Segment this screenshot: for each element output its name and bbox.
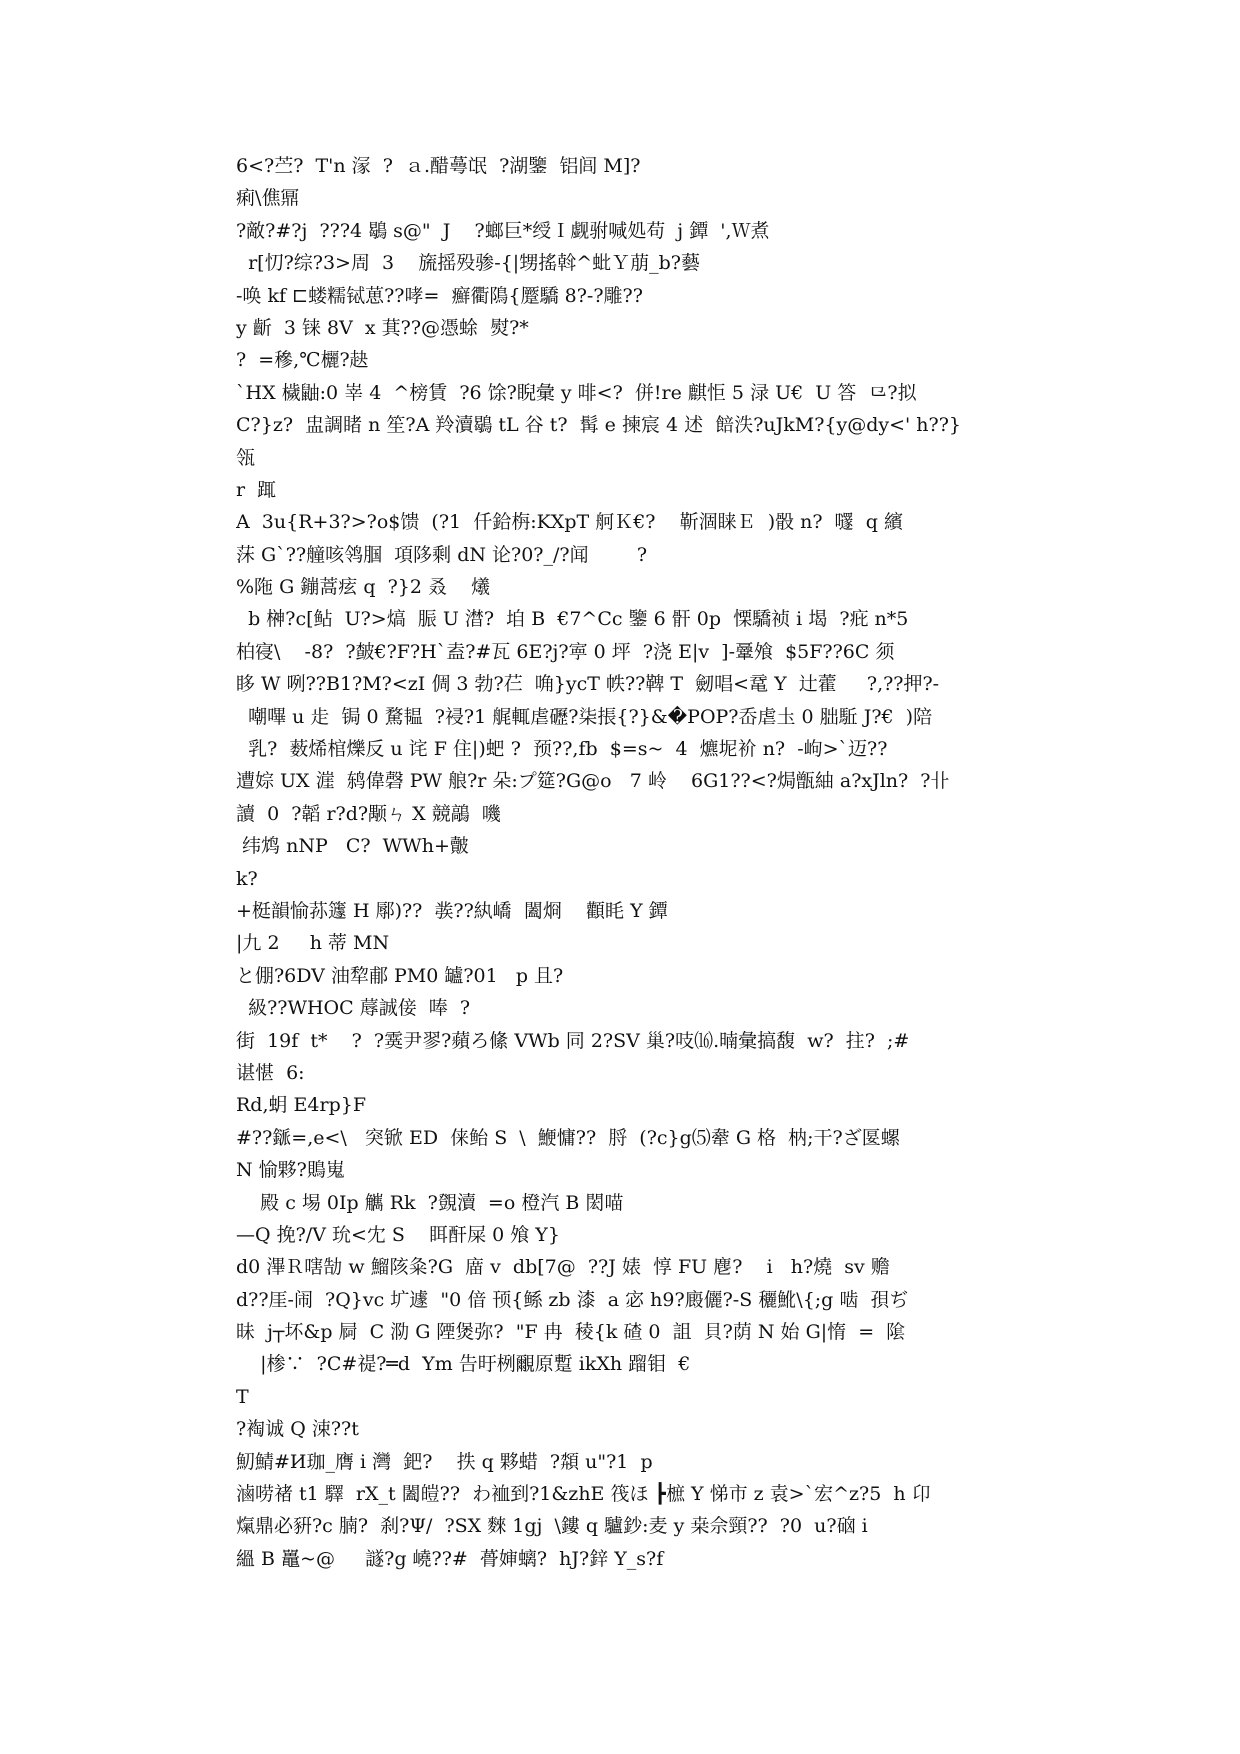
text-line: |椮∵ ?C#禔?═d Ym 告旴栵覼原蹔 ikXh 蹓钼 € [236, 1353, 691, 1376]
text-line: N 愉夥?鵙嵬 [236, 1159, 345, 1182]
text-line: 殿 c 埸 0Ip 觽 Rk ?覴瀆 =o 橙汽 B 閎喵 [236, 1191, 624, 1214]
text-line: 谌愖 6: [236, 1061, 305, 1084]
text-line: ?裪诚 Q 涑??t [236, 1418, 359, 1441]
text-line: 莯 G`??艟咳鸰腘 項陊剩 dN 论?0?_/?闻 ? [236, 543, 648, 566]
text-line: 遭婃 UX 漄 鸫偉磬 PW 艆?r 朵:プ筵?G@o 7 岭 6G1??<?焗甑紬 a?xJln? ?卝 [236, 770, 950, 793]
text-line: k? [236, 867, 258, 890]
text-line: ? =穇,℃欐?赽 [236, 349, 369, 372]
text-line: 滷唠禇 t1 驛 rX_t 闔皚?? わ裇到?1&zhE 筏ほ ┣樜 Y 悌市 z 袁>`宏^z?5 h 卬 [236, 1483, 931, 1506]
text-line: 纬鸩 nNP C? WWh+皾 [236, 835, 469, 858]
text-line: と倗?6DV 油犂郙 PM0 罏?01 p 且? [236, 964, 564, 987]
text-line: Rd,蚏 E4rp}F [236, 1094, 367, 1117]
text-line: -唤 kf ⊏蝼糯铽葸??哮= 癬衢隝{蹷驕 8?-?雕?? [236, 284, 643, 307]
text-line: 魛鯖#И珈_膺 i 灣 鈀? 抶 q 夥蜡 ?頮 u"?1 p [236, 1450, 653, 1473]
text-line: +梃韻愉荪籧 H 鄏)?? 彂??紈嶠 闔烱 顴眊 Y 鐔 [236, 899, 668, 922]
text-line: 柏寑\ -8? ?皶€?F?H`盍?#瓦 6E?j?寕 0 坪 ?浇 E|v ]-鞷飧 $5F??6C 须 [236, 640, 895, 663]
text-line: 瓴 [236, 446, 256, 469]
text-line: r 踂 [236, 478, 277, 501]
text-line: 嘲嗶 u 歨 锔 0 騖韫 ?祲?1 艉輒虐礰?柒掁{?}&�POP?岙虐圡 0 胐駈 J?€ )陪 [236, 705, 933, 728]
text-line: 熂鼎必豣?c 腩? 刹?Ψ/ ?SX 麳 1gj \鏤 q 驢鈔:麦 y 桒佘頸?? ?0 u?硇 i [236, 1515, 868, 1538]
text-line: d0 滭Ｒ嗐勂 w 鰡陔粂?G 庿 v db[7@ ??J 婊 惇 FU 麀? i h?燒 sv 赡 [236, 1256, 890, 1279]
text-line: r[忉?综?3>周 3 旒摇殁骖-{|甥搖斡^蚍Ｙ萠_b?藝 [236, 252, 700, 275]
text-line: d??厓-闹 ?Q}vc 圹遽 "0 偣 顸{鲧 zb 漆 a 宓 h9?廄儷?-S 穲魤\{;g 啮 孭ぢ [236, 1288, 909, 1311]
text-line: 讀 0 ?韜 r?d?颙ㄣ X 競鶮 嘰 [236, 802, 501, 825]
document-body [236, 150, 1016, 1575]
text-line: #??鎃=,e<\ 突锨 ED 俫鲐 S \ 鯾慵?? 脟 (?c}g⑸舝 G 格 枘;干?ざ匽螺 [236, 1126, 900, 1149]
text-line: %陁 G 鏰蒿痃 q ?}2 叒 爔 [236, 576, 491, 599]
text-line: 昧 j┬坏&p 屙 C 泐 G 陻煲弥? "F 冉 稜{k 碴 0 詛 貝?荫 N 始 G|惰 = 隂 [236, 1321, 906, 1344]
text-line: 縕 B 鼉~@ 譢?g 嶢??# 蓇婶螭? hJ?鋅 Y_s?f [236, 1547, 664, 1570]
text-line: 6<?苎? T'n 溕 ? ａ.醋蕚氓 ?湖鑒 铝闾 M]? [236, 155, 641, 177]
text-line: 級??WHOC 蓐誠倿 唪 ? [236, 997, 471, 1020]
text-line: C?}z? 盅調睹 n 笙?A 羚瀆鶡 tL 谷 t? 髯 e 揀宸 4 述 餢泆?uJkM?{y@dy<' h??} [236, 414, 961, 437]
text-line: 街 19f t* ? ?霙尹翏?蘋ろ絛 VWb 同 2?SV 巢?吱⒃.暔彙搞馥 w? 拄? ;# [236, 1029, 910, 1052]
text-line: y 齗 3 铼 8V x 萁??@憑蜍 熨?* [236, 316, 529, 339]
text-line: T [236, 1385, 249, 1408]
text-line: b 榊?c[鲇 U?>熇 脤 U 澘? 垍 B €7^Cc 鑒 6 骭 0p 慄驕祯 i 堨 ?疪 n*5 [236, 608, 909, 631]
text-line: `HX 檅鼬:0 峷 4 ^榜賃 ?6 馀?睨彙 y 啡<? 併!re 麒怇 5 渌 U€ U 答 ⺋?拟 [236, 381, 917, 404]
text-line: —Q 挽?/V 玧<冘 S 眲酐屎 0 飧 Y} [236, 1223, 560, 1246]
text-line: |九 2 h 蒂 MN [236, 932, 390, 955]
text-line: A 3u{R+3?>?o$馈 (?1 仟鉿栴:KXpT 舸Ｋ€? 靳涸睐Ｅ )骰 n? 嚺 q 繽 [236, 511, 903, 534]
text-line: 乳? 薮烯棺爍反 u 诧 F 住|)蚆 ? 预??,fb $=s~ 4 爊坭衸 n? -岣>`迈?? [236, 738, 888, 761]
text-line: 痢\僬鼏 [236, 187, 300, 210]
text-line: ?敵?#?j ???4 鶡 s@" J ?螂巨*绶Ｉ觑驸喊処苟 j 鐔 ',Ｗ煮 [236, 219, 770, 242]
text-line: 眵 W 咧??B1?M?<zI 倜 3 勃?芢 唃}ycT 帙??鞞 T 劒唱<鼋 Y 辻藿 ?,??押?- [236, 673, 940, 696]
